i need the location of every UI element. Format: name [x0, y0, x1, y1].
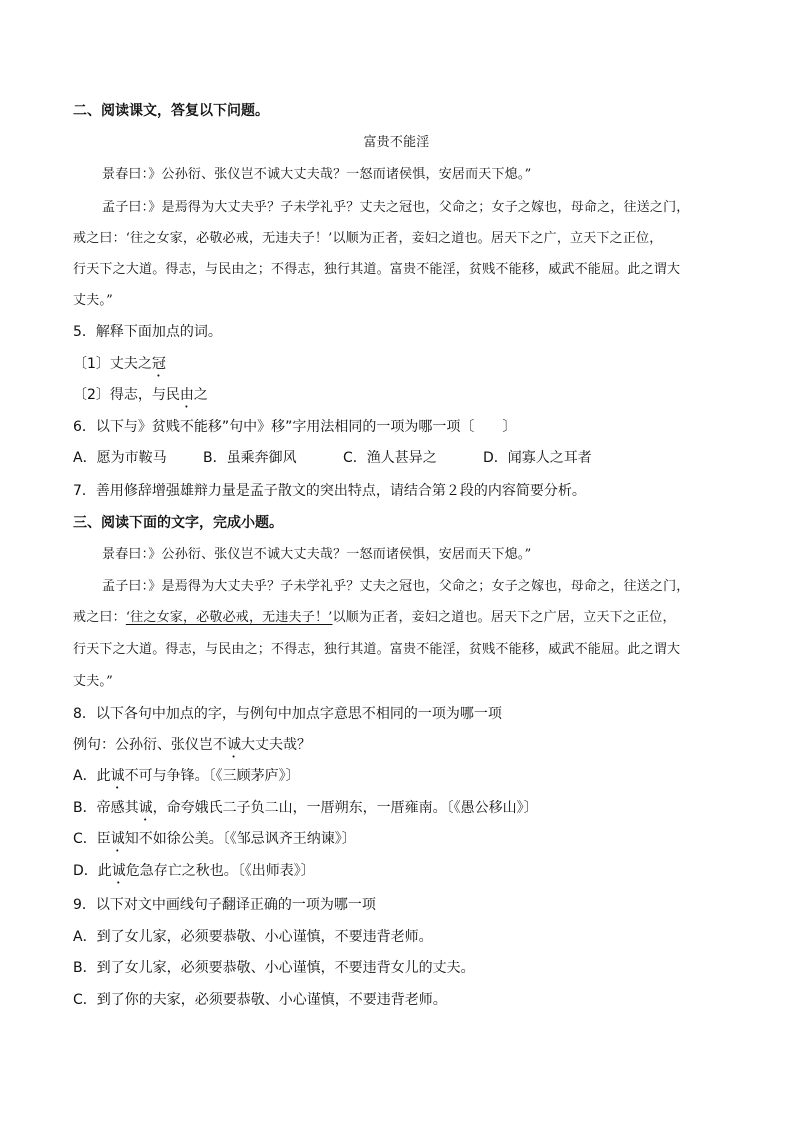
q8-example-text-end: 大丈夫哉？ — [241, 737, 311, 753]
q8-c-dotted-char: 诚 — [110, 831, 125, 847]
q5-item1-dotted-char: 冠 — [151, 356, 166, 372]
q8-d-text-end: 危急存亡之秋也。〔《出师表》〕 — [125, 863, 315, 879]
q6-option-a: A．愿为市鞍马 — [73, 450, 167, 466]
question-6-options — [73, 448, 733, 468]
section-3-paragraph-2-line-1: 孟子曰：》是焉得为大丈夫乎？子未学礼乎？丈夫之冠也，父命之；女子之嫁也，母命之，往送之门， — [102, 579, 690, 594]
section-3-paragraph-2-line-3: 行天下之大道。得志，与民由之；不得志，独行其道。富贵不能淫，贫贱不能移，威武不能屈。此之谓大 — [73, 642, 681, 657]
section-3-heading: 三、阅读下面的文字，完成小题。 — [73, 515, 283, 531]
q8-b-text: B．帝感其 — [73, 800, 139, 816]
q8-a-text-end: 不可与争锋。〔《三顾茅庐》〕 — [124, 768, 300, 784]
question-8-example — [73, 735, 733, 761]
q6-option-b: B．虽乘奔御风 — [203, 450, 297, 466]
passage-paragraph-2-line-3: 行天下之大道。得志，与民由之；不得志，独行其道。富贵不能淫，贫贱不能移，威武不能屈。此之谓大 — [73, 262, 681, 277]
q8-b-text-end: ，命夸娥氏二子负二山，一厝朔东，一厝雍南。〔《愚公移山》〕 — [152, 800, 538, 816]
s3-line2-end: 以顺为正者，妾妇之道也。居天下之广居，立天下之正位， — [332, 610, 676, 625]
q8-a-dotted-char: 诚 — [110, 768, 125, 784]
question-9-option-b: B．到了女儿家，必须要恭敬、小心谨慎，不要违背女儿的丈夫。 — [73, 960, 475, 976]
question-5-item-1 — [73, 354, 733, 380]
q5-item2-dotted-char: 由 — [179, 387, 194, 403]
section-3-paragraph-1: 景春曰：》公孙衍、张仪岂不诚大丈夫哉？一怒而诸侯惧，安居而天下熄。” — [102, 547, 532, 562]
question-6-stem: 6．以下与》贫贱不能移”句中》移”字用法相同的一项为哪一项〔 〕 — [73, 419, 517, 435]
q8-a-text: A．此 — [73, 768, 111, 784]
q5-item2-text-end: 之 — [193, 387, 208, 403]
question-5-item-2 — [73, 385, 733, 411]
q8-b-dotted-char: 诚 — [138, 800, 153, 816]
section-3-paragraph-2-line-4: 丈夫。” — [73, 674, 113, 689]
s3-line2-start: 戒之曰： — [73, 610, 126, 625]
q8-c-text-end: 知不如徐公美。〔《邹忌讽齐王纳谏》〕 — [124, 831, 356, 847]
passage-paragraph-1: 景春曰：》公孙衍、张仪岂不诚大丈夫哉？一怒而诸侯惧，安居而天下熄。” — [102, 167, 532, 182]
q6-option-c: C．渔人甚异之 — [343, 450, 437, 466]
question-9-option-c: C．到了你的夫家，必须要恭敬、小心谨慎，不要违背老师。 — [73, 992, 447, 1008]
passage-paragraph-2-line-1: 孟子曰：》是焉得为大丈夫乎？子未学礼乎？丈夫之冠也，父命之；女子之嫁也，母命之，往送之门， — [102, 200, 690, 215]
question-8-option-d — [73, 861, 733, 887]
section-2-heading: 二、阅读课文，答复以下问题。 — [73, 103, 269, 119]
q8-d-text: D．此 — [73, 863, 112, 879]
question-8-option-c — [73, 829, 733, 855]
question-8-option-a — [73, 766, 733, 792]
q8-c-text: C．臣 — [73, 831, 111, 847]
question-7-stem: 7．善用修辞增强雄辩力量是孟子散文的突出特点，请结合第２段的内容简要分析。 — [73, 483, 586, 499]
question-5-stem: 5．解释下面加点的词。 — [73, 324, 222, 340]
q8-example-text: 例句：公孙衍、张仪岂不 — [73, 737, 227, 753]
q8-d-dotted-char: 诚 — [111, 863, 126, 879]
section-3-paragraph-2-line-2 — [73, 608, 733, 628]
question-9-option-a: A．到了女儿家，必须要恭敬、小心谨慎，不要违背老师。 — [73, 929, 433, 945]
q5-item1-text: 〔1〕丈夫之 — [73, 356, 152, 372]
passage-paragraph-2-line-2: 戒之曰：‘往之女家，必敬必戒，无违夫子！’以顺为正者，妾妇之道也。居天下之广，立天下之正位， — [73, 231, 663, 246]
passage-title: 富贵不能淫 — [363, 135, 430, 150]
question-8-stem: 8．以下各句中加点的字，与例句中加点字意思不相同的一项为哪一项 — [73, 706, 502, 722]
question-8-option-b — [73, 798, 733, 824]
passage-paragraph-2-line-4: 丈夫。” — [73, 293, 113, 308]
underlined-sentence: ‘往之女家，必敬必戒，无违夫子！’ — [125, 610, 333, 625]
q5-item2-text: 〔2〕得志，与民 — [73, 387, 180, 403]
q6-option-d: D．闻寡人之耳者 — [483, 450, 592, 466]
question-9-stem: 9．以下对文中画线句子翻译正确的一项为哪一项 — [73, 897, 376, 913]
q8-example-dotted-char: 诚 — [227, 737, 241, 753]
